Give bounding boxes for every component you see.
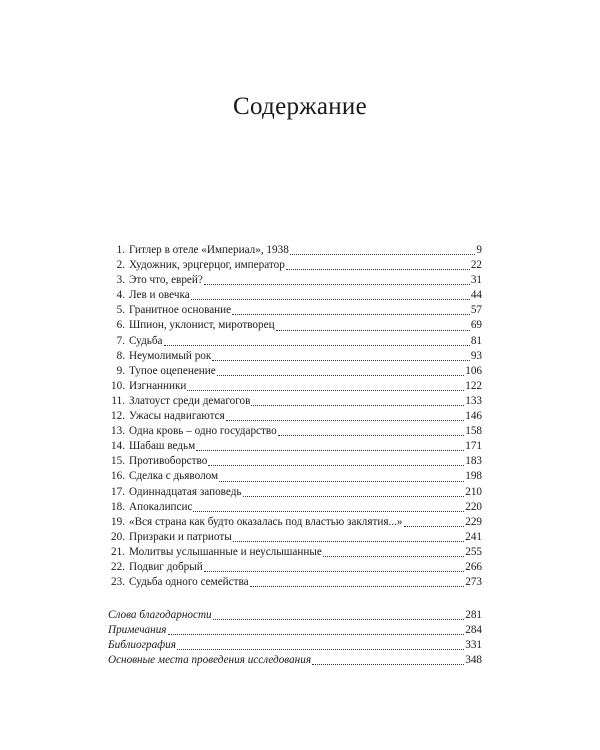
- page-number: 281: [465, 609, 482, 621]
- section-title: Библиография: [108, 639, 176, 652]
- chapter-title: Одиннадцатая заповедь: [129, 485, 242, 498]
- dot-leader: [208, 465, 464, 466]
- page-number: 220: [465, 500, 482, 513]
- chapter-title: Художник, эрцгерцог, император: [129, 259, 285, 272]
- toc-row[interactable]: [108, 638, 482, 653]
- chapter-title: Изгнанники: [129, 379, 187, 392]
- page-number: 229: [465, 515, 482, 528]
- dot-leader: [250, 586, 465, 587]
- page-number: 81: [470, 334, 482, 347]
- section-title: Основные места проведения исследования: [108, 654, 312, 667]
- chapter-number: 10.: [111, 379, 125, 392]
- chapter-number: 17.: [111, 485, 125, 498]
- dot-leader: [196, 450, 464, 451]
- dot-leader: [226, 420, 464, 421]
- page-number: 331: [465, 639, 482, 652]
- toc-row[interactable]: [108, 530, 482, 545]
- dot-leader: [243, 496, 465, 497]
- chapter-number: 12.: [111, 410, 125, 423]
- page-number: 9: [476, 244, 482, 256]
- dot-leader: [204, 284, 470, 285]
- dot-leader: [217, 375, 464, 376]
- dot-leader: [191, 299, 470, 300]
- page-number: 171: [465, 440, 482, 453]
- chapter-number: 3.: [116, 274, 125, 287]
- toc-row[interactable]: [108, 485, 482, 500]
- dot-leader: [312, 664, 464, 665]
- chapter-title: Судьба одного семейства: [129, 576, 249, 589]
- dot-leader: [212, 360, 470, 361]
- page-number: 241: [465, 530, 482, 543]
- page-number: 93: [470, 349, 482, 362]
- chapter-number: 14.: [111, 440, 125, 453]
- chapter-number: 21.: [111, 545, 125, 558]
- dot-leader: [204, 571, 464, 572]
- toc-row[interactable]: [108, 653, 482, 668]
- page-number: 133: [465, 394, 482, 407]
- chapter-title: «Вся страна как будто оказалась под властью заклятия...»: [129, 515, 403, 528]
- dot-leader: [168, 634, 465, 635]
- chapter-number: 7.: [116, 334, 125, 347]
- dot-leader: [251, 405, 464, 406]
- toc-backmatter: [108, 608, 482, 668]
- chapter-number: 6.: [116, 319, 125, 332]
- page-number: 57: [470, 304, 482, 317]
- toc-row[interactable]: [108, 469, 482, 484]
- toc-row[interactable]: [108, 409, 482, 424]
- dot-leader: [232, 314, 470, 315]
- chapter-number: 5.: [116, 304, 125, 317]
- toc-row[interactable]: [108, 439, 482, 454]
- toc-row[interactable]: [108, 545, 482, 560]
- chapter-number: 15.: [111, 455, 125, 468]
- chapter-number: 8.: [116, 349, 125, 362]
- toc-row[interactable]: [108, 243, 482, 258]
- toc-row[interactable]: [108, 273, 482, 288]
- toc-row[interactable]: [108, 623, 482, 638]
- page-number: 183: [465, 455, 482, 468]
- dot-leader: [219, 481, 464, 482]
- section-title: Слова благодарности: [108, 609, 212, 621]
- page-number: 273: [465, 576, 482, 589]
- toc-row[interactable]: [108, 349, 482, 364]
- chapter-number: 9.: [116, 364, 125, 377]
- dot-leader: [323, 556, 464, 557]
- page-number: 44: [470, 289, 482, 302]
- chapter-title: Одна кровь – одно государство: [129, 425, 277, 438]
- page-title: Содержание: [233, 93, 367, 120]
- chapter-title: Неумолимый рок: [129, 349, 212, 362]
- dot-leader: [404, 526, 465, 527]
- toc-row[interactable]: [108, 318, 482, 333]
- chapter-number: 18.: [111, 500, 125, 513]
- dot-leader: [290, 254, 476, 255]
- chapter-title: Гитлер в отеле «Империал», 1938: [129, 244, 289, 256]
- page-number: 284: [465, 624, 482, 637]
- toc-row[interactable]: [108, 303, 482, 318]
- page-number: 31: [470, 274, 482, 287]
- chapter-title: Судьба: [129, 334, 163, 347]
- chapter-title: Призраки и патриоты: [129, 530, 232, 543]
- chapter-title: Ужасы надвигаются: [129, 410, 225, 423]
- page-number: 348: [465, 654, 482, 667]
- section-title: Примечания: [108, 624, 167, 637]
- chapter-title: Гранитное основание: [129, 304, 232, 317]
- chapter-number: 11.: [111, 394, 125, 407]
- toc-row[interactable]: [108, 288, 482, 303]
- chapter-title: Противоборство: [129, 455, 208, 468]
- toc-chapters: [108, 243, 482, 590]
- chapter-title: Сделка с дьяволом: [129, 470, 219, 483]
- chapter-number: 2.: [116, 259, 125, 272]
- dot-leader: [193, 511, 464, 512]
- page-number: 22: [470, 259, 482, 272]
- dot-leader: [278, 435, 465, 436]
- page-number: 69: [470, 319, 482, 332]
- page-number: 122: [465, 379, 482, 392]
- chapter-number: 20.: [111, 530, 125, 543]
- chapter-title: Шабаш ведьм: [129, 440, 196, 453]
- toc-row[interactable]: [108, 515, 482, 530]
- dot-leader: [276, 330, 470, 331]
- page-number: 210: [465, 485, 482, 498]
- chapter-title: Лев и овечка: [129, 289, 190, 302]
- chapter-title: Молитвы услышанные и неуслышанные: [129, 545, 322, 558]
- chapter-number: 1.: [116, 244, 125, 256]
- toc-row[interactable]: [108, 560, 482, 575]
- dot-leader: [286, 269, 470, 270]
- toc-row[interactable]: [108, 500, 482, 515]
- toc-row[interactable]: [108, 424, 482, 439]
- toc-row[interactable]: [108, 258, 482, 273]
- chapter-number: 13.: [111, 425, 125, 438]
- toc-row[interactable]: [108, 575, 482, 590]
- chapter-number: 22.: [111, 560, 125, 573]
- toc-row[interactable]: [108, 364, 482, 379]
- toc-row[interactable]: [108, 394, 482, 409]
- chapter-number: 23.: [111, 576, 125, 589]
- chapter-number: 16.: [111, 470, 125, 483]
- dot-leader: [233, 541, 464, 542]
- dot-leader: [213, 619, 465, 620]
- page-number: 255: [465, 545, 482, 558]
- chapter-title: Тупое оцепенение: [129, 364, 216, 377]
- toc-row[interactable]: [108, 454, 482, 469]
- chapter-title: Шпион, уклонист, миротворец: [129, 319, 275, 332]
- page-number: 146: [465, 410, 482, 423]
- dot-leader: [164, 345, 470, 346]
- chapter-number: 19.: [111, 515, 125, 528]
- toc-row[interactable]: [108, 334, 482, 349]
- chapter-title: Подвиг добрый: [129, 560, 203, 573]
- dot-leader: [177, 649, 464, 650]
- dot-leader: [187, 390, 464, 391]
- page-number: 106: [465, 364, 482, 377]
- chapter-title: Это что, еврей?: [129, 274, 203, 287]
- page-number: 198: [465, 470, 482, 483]
- page-number: 158: [465, 425, 482, 438]
- toc-row[interactable]: [108, 608, 482, 623]
- chapter-number: 4.: [116, 289, 125, 302]
- toc-row[interactable]: [108, 379, 482, 394]
- chapter-title: Апокалипсис: [129, 500, 193, 513]
- page-number: 266: [465, 560, 482, 573]
- chapter-title: Златоуст среди демагогов: [129, 394, 251, 407]
